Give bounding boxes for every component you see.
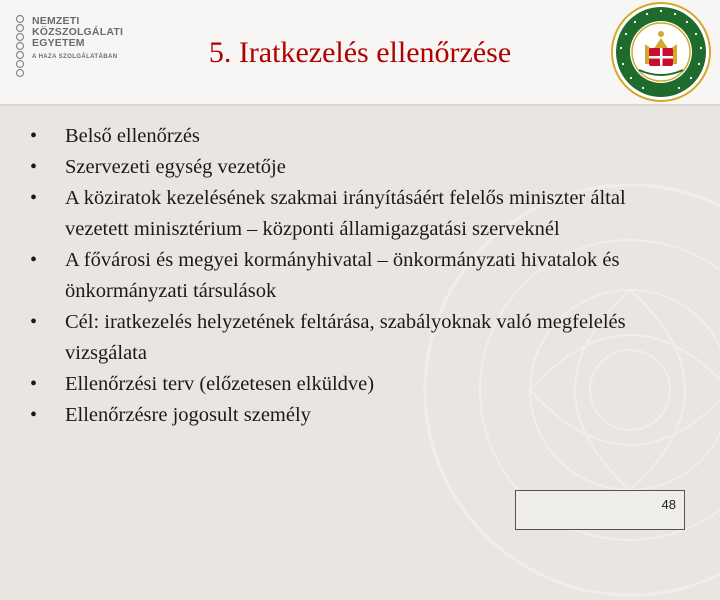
list-item: • A köziratok kezelésének szakmai irányításáért felelős miniszter által vezetett minisztérium – központi államigazgatási szerveknél: [30, 183, 690, 245]
list-item: • Cél: iratkezelés helyzetének feltárása, szabályoknak való megfelelés vizsgálata: [30, 307, 690, 369]
logo-line-2: KÖZSZOLGÁLATI: [32, 26, 124, 38]
university-logo: [14, 14, 134, 84]
page-number-box: [515, 490, 685, 530]
logo-ornament-icon: [14, 14, 26, 80]
university-name: [32, 16, 123, 63]
list-item: • A fővárosi és megyei kormányhivatal – önkormányzati hivatalok és önkormányzati társulások: [30, 245, 690, 307]
page-number: 48: [661, 497, 676, 512]
list-item: • Ellenőrzésre jogosult személy: [30, 400, 690, 431]
slide-header: [0, 0, 720, 104]
list-item: • Belső ellenőrzés: [30, 121, 690, 152]
slide-title: 5. Iratkezelés ellenőrzése: [208, 36, 512, 69]
bullet-list: [30, 121, 690, 431]
logo-tagline: A HAZA SZOLGÁLATÁBAN: [32, 54, 118, 60]
university-seal-icon: [609, 0, 713, 104]
header-divider: [0, 104, 720, 107]
logo-line-3: EGYETEM: [32, 37, 85, 49]
list-item: • Szervezeti egység vezetője: [30, 152, 690, 183]
logo-line-1: NEMZETI: [32, 15, 80, 27]
list-item: • Ellenőrzési terv (előzetesen elküldve): [30, 369, 690, 400]
